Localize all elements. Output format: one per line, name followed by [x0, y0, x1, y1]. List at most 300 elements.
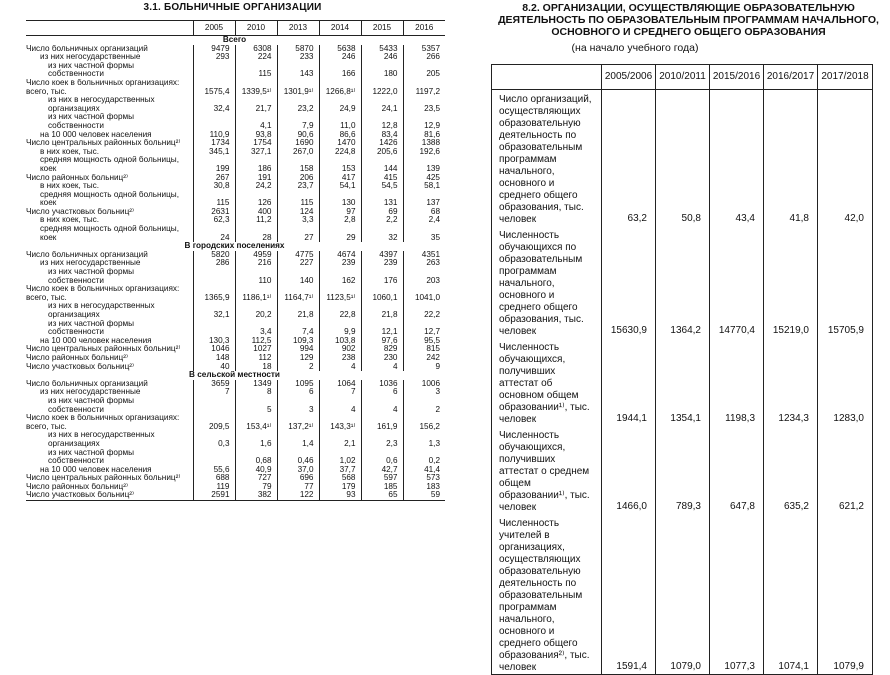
value-cell: 97,6 [361, 337, 403, 346]
year-header: 2013 [277, 21, 319, 36]
row-label: из них частной формы собственности [48, 113, 135, 130]
value-cell: 161,9 [361, 414, 403, 431]
year-header: 2015 [361, 21, 403, 36]
table-row [26, 380, 445, 389]
value-cell [193, 62, 235, 79]
table-row [492, 514, 873, 675]
value-cell: 9479 [193, 45, 235, 54]
value-cell: 400 [235, 208, 277, 217]
value-cell: 6308 [235, 45, 277, 54]
row-label: Число больничных организаций [26, 250, 148, 259]
table-row [26, 345, 445, 354]
value-cell: 4,1 [235, 113, 277, 130]
row-label: средняя мощность одной больницы, коек [40, 225, 179, 242]
table-row [26, 45, 445, 54]
value-cell: 11,0 [319, 113, 361, 130]
value-cell: 5 [235, 397, 277, 414]
value-cell: 12,9 [403, 113, 445, 130]
value-cell: 647,8 [710, 426, 764, 514]
value-cell: 77 [277, 483, 319, 492]
education-organizations-table [491, 64, 873, 675]
value-cell: 1046 [193, 345, 235, 354]
value-cell: 417 [319, 174, 361, 183]
section-heading-row [26, 242, 445, 251]
table-row [26, 62, 445, 79]
value-cell: 1234,3 [764, 338, 818, 426]
value-cell: 1388 [403, 139, 445, 148]
value-cell: 28 [235, 225, 277, 242]
value-cell: 1349 [235, 380, 277, 389]
value-cell: 15630,9 [602, 226, 656, 338]
value-cell: 267,0 [277, 148, 319, 157]
value-cell: 83,4 [361, 131, 403, 140]
table-row [26, 414, 445, 431]
row-label: Число центральных районных больниц²⁾ [26, 345, 181, 354]
row-label: на 10 000 человек населения [40, 336, 152, 345]
value-cell: 1470 [319, 139, 361, 148]
value-cell: 81,6 [403, 131, 445, 140]
table-row [26, 302, 445, 319]
value-cell: 205 [403, 62, 445, 79]
row-label: средняя мощность одной больницы, коек [40, 156, 179, 173]
table-row [26, 320, 445, 337]
value-cell: 227 [277, 259, 319, 268]
value-cell: 9 [403, 363, 445, 372]
row-label: из них в негосударственных организациях [48, 431, 155, 448]
value-cell: 635,2 [764, 426, 818, 514]
value-cell: 41,8 [764, 90, 818, 227]
table-row [26, 139, 445, 148]
value-cell: 22,2 [403, 302, 445, 319]
row-label: Число коек в больничных организациях: всего, тыс. [26, 285, 180, 302]
value-cell: 994 [277, 345, 319, 354]
table-row [26, 483, 445, 492]
year-header: 2010 [235, 21, 277, 36]
row-label: из них в негосударственных организациях [48, 96, 155, 113]
value-cell: 24,1 [361, 96, 403, 113]
row-label: из них негосударственные [40, 53, 141, 62]
education-organizations-panel [487, 0, 890, 673]
value-cell: 37,7 [319, 466, 361, 475]
value-cell: 246 [319, 53, 361, 62]
value-cell: 143 [277, 62, 319, 79]
value-cell: 93 [319, 491, 361, 500]
value-cell: 206 [277, 174, 319, 183]
value-cell: 54,1 [319, 182, 361, 191]
value-cell: 2 [403, 397, 445, 414]
table-row [26, 259, 445, 268]
value-cell: 112 [235, 354, 277, 363]
value-cell: 1365,9 [193, 285, 235, 302]
value-cell: 2591 [193, 491, 235, 500]
hospital-organizations-table [26, 20, 445, 501]
row-label: Численность обучающихся, получивших аттестат об основном общем образовании¹⁾, тыс. человек [492, 338, 602, 426]
row-label: Число больничных организаций [26, 379, 148, 388]
value-cell: 0,2 [403, 449, 445, 466]
value-cell: 12,7 [403, 320, 445, 337]
value-cell: 15219,0 [764, 226, 818, 338]
value-cell: 286 [193, 259, 235, 268]
year-header: 2016 [403, 21, 445, 36]
value-cell: 192,6 [403, 148, 445, 157]
table-row [26, 388, 445, 397]
value-cell: 4 [319, 363, 361, 372]
value-cell: 224,8 [319, 148, 361, 157]
section-heading: В сельской местности [189, 371, 280, 380]
table-row [26, 337, 445, 346]
value-cell: 4351 [403, 251, 445, 260]
value-cell: 573 [403, 474, 445, 483]
row-label: в них коек, тыс. [40, 182, 100, 191]
table-row [26, 251, 445, 260]
value-cell: 0,46 [277, 449, 319, 466]
value-cell: 0,3 [193, 431, 235, 448]
value-cell: 199 [193, 156, 235, 173]
value-cell: 23,7 [277, 182, 319, 191]
value-cell: 2,2 [361, 216, 403, 225]
row-label: Численность обучающихся, получивших аттестат о среднем общем образовании¹⁾, тыс. человек [492, 426, 602, 514]
value-cell: 109,3 [277, 337, 319, 346]
table-row [26, 182, 445, 191]
value-cell: 2,1 [319, 431, 361, 448]
hospital-table-title: 3.1. БОЛЬНИЧНЫЕ ОРГАНИЗАЦИИ [143, 2, 322, 13]
table-row [26, 225, 445, 242]
table-row [492, 426, 873, 514]
value-cell: 233 [277, 53, 319, 62]
table-row [26, 363, 445, 372]
value-cell: 65 [361, 491, 403, 500]
value-cell: 2,4 [403, 216, 445, 225]
value-cell: 68 [403, 208, 445, 217]
value-cell: 2631 [193, 208, 235, 217]
value-cell: 266 [403, 53, 445, 62]
value-cell: 688 [193, 474, 235, 483]
value-cell: 1690 [277, 139, 319, 148]
value-cell: 1266,8¹⁾ [319, 79, 361, 96]
row-label: Число районных больниц²⁾ [26, 173, 128, 182]
value-cell: 95,5 [403, 337, 445, 346]
value-cell: 1074,1 [764, 514, 818, 675]
value-cell: 12,1 [361, 320, 403, 337]
value-cell: 1006 [403, 380, 445, 389]
value-cell [193, 449, 235, 466]
row-label: на 10 000 человек населения [40, 465, 152, 474]
table-row [26, 449, 445, 466]
value-cell: 24,9 [319, 96, 361, 113]
table-row [26, 148, 445, 157]
year-header: 2010/2011 [656, 65, 710, 90]
section-heading-row [26, 371, 445, 380]
hospital-table-header-row [26, 21, 445, 36]
value-cell: 11,2 [235, 216, 277, 225]
value-cell: 3659 [193, 380, 235, 389]
value-cell: 224 [235, 53, 277, 62]
value-cell: 1591,4 [602, 514, 656, 675]
value-cell: 203 [403, 268, 445, 285]
value-cell: 263 [403, 259, 445, 268]
value-cell: 139 [403, 156, 445, 173]
year-header: 2017/2018 [818, 65, 873, 90]
value-cell: 267 [193, 174, 235, 183]
value-cell: 1036 [361, 380, 403, 389]
value-cell: 112,5 [235, 337, 277, 346]
value-cell: 21,7 [235, 96, 277, 113]
value-cell: 2 [277, 363, 319, 372]
value-cell: 137,2¹⁾ [277, 414, 319, 431]
table-row [26, 131, 445, 140]
value-cell: 205,6 [361, 148, 403, 157]
value-cell: 148 [193, 354, 235, 363]
value-cell: 50,8 [656, 90, 710, 227]
value-cell: 7,4 [277, 320, 319, 337]
row-label: Число коек в больничных организациях: всего, тыс. [26, 78, 180, 96]
value-cell: 1123,5¹⁾ [319, 285, 361, 302]
value-cell: 1426 [361, 139, 403, 148]
value-cell: 230 [361, 354, 403, 363]
value-cell: 186 [235, 156, 277, 173]
row-label: Число центральных районных больниц²⁾ [26, 139, 181, 148]
table-row [26, 466, 445, 475]
value-cell: 43,4 [710, 90, 764, 227]
value-cell: 209,5 [193, 414, 235, 431]
education-table-subtitle: (на начало учебного года) [571, 42, 699, 54]
value-cell: 24,2 [235, 182, 277, 191]
hospital-organizations-panel [0, 0, 465, 539]
value-cell: 185 [361, 483, 403, 492]
value-cell: 1,4 [277, 431, 319, 448]
value-cell: 5820 [193, 251, 235, 260]
value-cell: 97 [319, 208, 361, 217]
education-table-title: 8.2. ОРГАНИЗАЦИИ, ОСУЩЕСТВЛЯЮЩИЕ ОБРАЗОВАТЕЛЬНУЮ ДЕЯТЕЛЬНОСТЬ ПО ОБРАЗОВАТЕЛЬНЫМ ПРОГРАММАМ НАЧАЛЬНОГО, ОСНОВНОГО И СРЕДНЕГО ОБЩЕГО ОБРАЗОВАНИЯ [498, 2, 879, 38]
value-cell: 345,1 [193, 148, 235, 157]
value-cell: 1734 [193, 139, 235, 148]
table-row [26, 53, 445, 62]
table-row [26, 174, 445, 183]
row-label: Число коек в больничных организациях: всего, тыс. [26, 414, 180, 431]
value-cell: 143,3¹⁾ [319, 414, 361, 431]
table-row [26, 79, 445, 96]
value-cell: 79 [235, 483, 277, 492]
value-cell: 3 [403, 388, 445, 397]
header-blank-cell [492, 65, 602, 90]
value-cell: 179 [319, 483, 361, 492]
value-cell: 158 [277, 156, 319, 173]
value-cell: 1186,1¹⁾ [235, 285, 277, 302]
value-cell: 1466,0 [602, 426, 656, 514]
value-cell: 3,3 [277, 216, 319, 225]
value-cell: 1041,0 [403, 285, 445, 302]
value-cell: 1060,1 [361, 285, 403, 302]
value-cell: 6 [277, 388, 319, 397]
row-label: Численность учителей в организациях, осуществляющих образовательную деятельность по образовательным программам начального, основного и среднего общего образования²⁾, тыс. человек [492, 514, 602, 675]
value-cell: 382 [235, 491, 277, 500]
value-cell: 110 [235, 268, 277, 285]
value-cell: 1222,0 [361, 79, 403, 96]
value-cell: 246 [361, 53, 403, 62]
value-cell: 1,3 [403, 431, 445, 448]
value-cell: 119 [193, 483, 235, 492]
value-cell: 115 [193, 191, 235, 208]
value-cell: 54,5 [361, 182, 403, 191]
value-cell: 122 [277, 491, 319, 500]
value-cell: 1198,3 [710, 338, 764, 426]
value-cell: 4397 [361, 251, 403, 260]
value-cell: 902 [319, 345, 361, 354]
value-cell: 727 [235, 474, 277, 483]
value-cell: 32,4 [193, 96, 235, 113]
value-cell: 568 [319, 474, 361, 483]
row-label: из них частной формы собственности [48, 448, 135, 466]
value-cell: 40 [193, 363, 235, 372]
row-label: из них частной формы собственности [48, 268, 135, 285]
row-label: Число участковых больниц²⁾ [26, 491, 193, 500]
value-cell: 696 [277, 474, 319, 483]
row-label: из них частной формы собственности [48, 396, 135, 414]
value-cell: 2,3 [361, 431, 403, 448]
table-row [26, 285, 445, 302]
value-cell: 42,0 [818, 90, 873, 227]
value-cell: 153,4¹⁾ [235, 414, 277, 431]
value-cell: 153 [319, 156, 361, 173]
value-cell: 24 [193, 225, 235, 242]
row-label: Число больничных организаций [26, 44, 148, 53]
value-cell: 242 [403, 354, 445, 363]
value-cell: 144 [361, 156, 403, 173]
value-cell: 5870 [277, 45, 319, 54]
value-cell: 1364,2 [656, 226, 710, 338]
value-cell: 63,2 [602, 90, 656, 227]
value-cell: 1095 [277, 380, 319, 389]
value-cell: 1,6 [235, 431, 277, 448]
value-cell: 32 [361, 225, 403, 242]
row-label: из них в негосударственных организациях [48, 302, 155, 319]
value-cell: 115 [277, 191, 319, 208]
value-cell: 1079,0 [656, 514, 710, 675]
value-cell: 22,8 [319, 302, 361, 319]
value-cell: 35 [403, 225, 445, 242]
value-cell: 15705,9 [818, 226, 873, 338]
value-cell: 2,8 [319, 216, 361, 225]
value-cell: 176 [361, 268, 403, 285]
row-label: на 10 000 человек населения [40, 130, 152, 139]
value-cell: 1283,0 [818, 338, 873, 426]
value-cell: 32,1 [193, 302, 235, 319]
value-cell: 137 [403, 191, 445, 208]
value-cell: 124 [277, 208, 319, 217]
row-label: из них частной формы собственности [48, 61, 135, 79]
year-header: 2014 [319, 21, 361, 36]
value-cell: 110,9 [193, 131, 235, 140]
value-cell: 166 [319, 62, 361, 79]
row-label: Число центральных районных больниц²⁾ [26, 474, 181, 483]
value-cell: 1354,1 [656, 338, 710, 426]
value-cell: 6 [361, 388, 403, 397]
row-label: Число организаций, осуществляющих образовательную деятельность по образовательным программам начального, основного и среднего общего образования, тыс. человек [492, 90, 602, 227]
value-cell: 162 [319, 268, 361, 285]
value-cell: 156,2 [403, 414, 445, 431]
table-row [26, 156, 445, 173]
value-cell: 1575,4 [193, 79, 235, 96]
table-row [26, 208, 445, 217]
value-cell: 5638 [319, 45, 361, 54]
table-row [26, 491, 445, 500]
value-cell [193, 320, 235, 337]
value-cell: 216 [235, 259, 277, 268]
value-cell: 1197,2 [403, 79, 445, 96]
value-cell: 42,7 [361, 466, 403, 475]
value-cell: 86,6 [319, 131, 361, 140]
row-label: в них коек, тыс. [40, 216, 100, 225]
value-cell: 4 [319, 397, 361, 414]
value-cell: 1027 [235, 345, 277, 354]
value-cell: 1339,5¹⁾ [235, 79, 277, 96]
value-cell: 30,8 [193, 182, 235, 191]
table-row [26, 96, 445, 113]
value-cell: 0,6 [361, 449, 403, 466]
value-cell: 5433 [361, 45, 403, 54]
value-cell: 12,8 [361, 113, 403, 130]
education-table-header-row [492, 65, 873, 90]
row-label: Число районных больниц²⁾ [26, 353, 128, 362]
value-cell: 3 [277, 397, 319, 414]
value-cell: 18 [235, 363, 277, 372]
value-cell: 789,3 [656, 426, 710, 514]
section-heading: Всего [222, 35, 247, 44]
table-row [26, 268, 445, 285]
value-cell: 131 [361, 191, 403, 208]
row-label: средняя мощность одной больницы, коек [40, 190, 179, 208]
value-cell: 425 [403, 174, 445, 183]
value-cell: 1164,7¹⁾ [277, 285, 319, 302]
value-cell: 621,2 [818, 426, 873, 514]
table-row [492, 226, 873, 338]
value-cell: 327,1 [235, 148, 277, 157]
table-row [492, 338, 873, 426]
value-cell: 180 [361, 62, 403, 79]
row-label: в них коек, тыс. [40, 147, 100, 156]
value-cell: 62,3 [193, 216, 235, 225]
value-cell: 1944,1 [602, 338, 656, 426]
table-row [26, 191, 445, 208]
year-header: 2015/2016 [710, 65, 764, 90]
value-cell: 1079,9 [818, 514, 873, 675]
table-row [26, 216, 445, 225]
year-header: 2005/2006 [602, 65, 656, 90]
value-cell: 7,9 [277, 113, 319, 130]
value-cell: 239 [319, 259, 361, 268]
row-label: Число районных больниц²⁾ [26, 482, 128, 491]
value-cell: 27 [277, 225, 319, 242]
value-cell: 90,6 [277, 131, 319, 140]
value-cell: 126 [235, 191, 277, 208]
value-cell: 93,8 [235, 131, 277, 140]
value-cell: 597 [361, 474, 403, 483]
table-row [26, 354, 445, 363]
value-cell: 4 [361, 397, 403, 414]
value-cell: 140 [277, 268, 319, 285]
value-cell: 103,8 [319, 337, 361, 346]
value-cell: 183 [403, 483, 445, 492]
row-label: из них негосударственные [40, 388, 141, 397]
table-row [492, 90, 873, 227]
value-cell [193, 397, 235, 414]
value-cell: 130,3 [193, 337, 235, 346]
value-cell: 815 [403, 345, 445, 354]
value-cell: 4775 [277, 251, 319, 260]
section-heading-row [26, 36, 445, 45]
value-cell: 40,9 [235, 466, 277, 475]
row-label: Число участковых больниц²⁾ [26, 207, 135, 216]
